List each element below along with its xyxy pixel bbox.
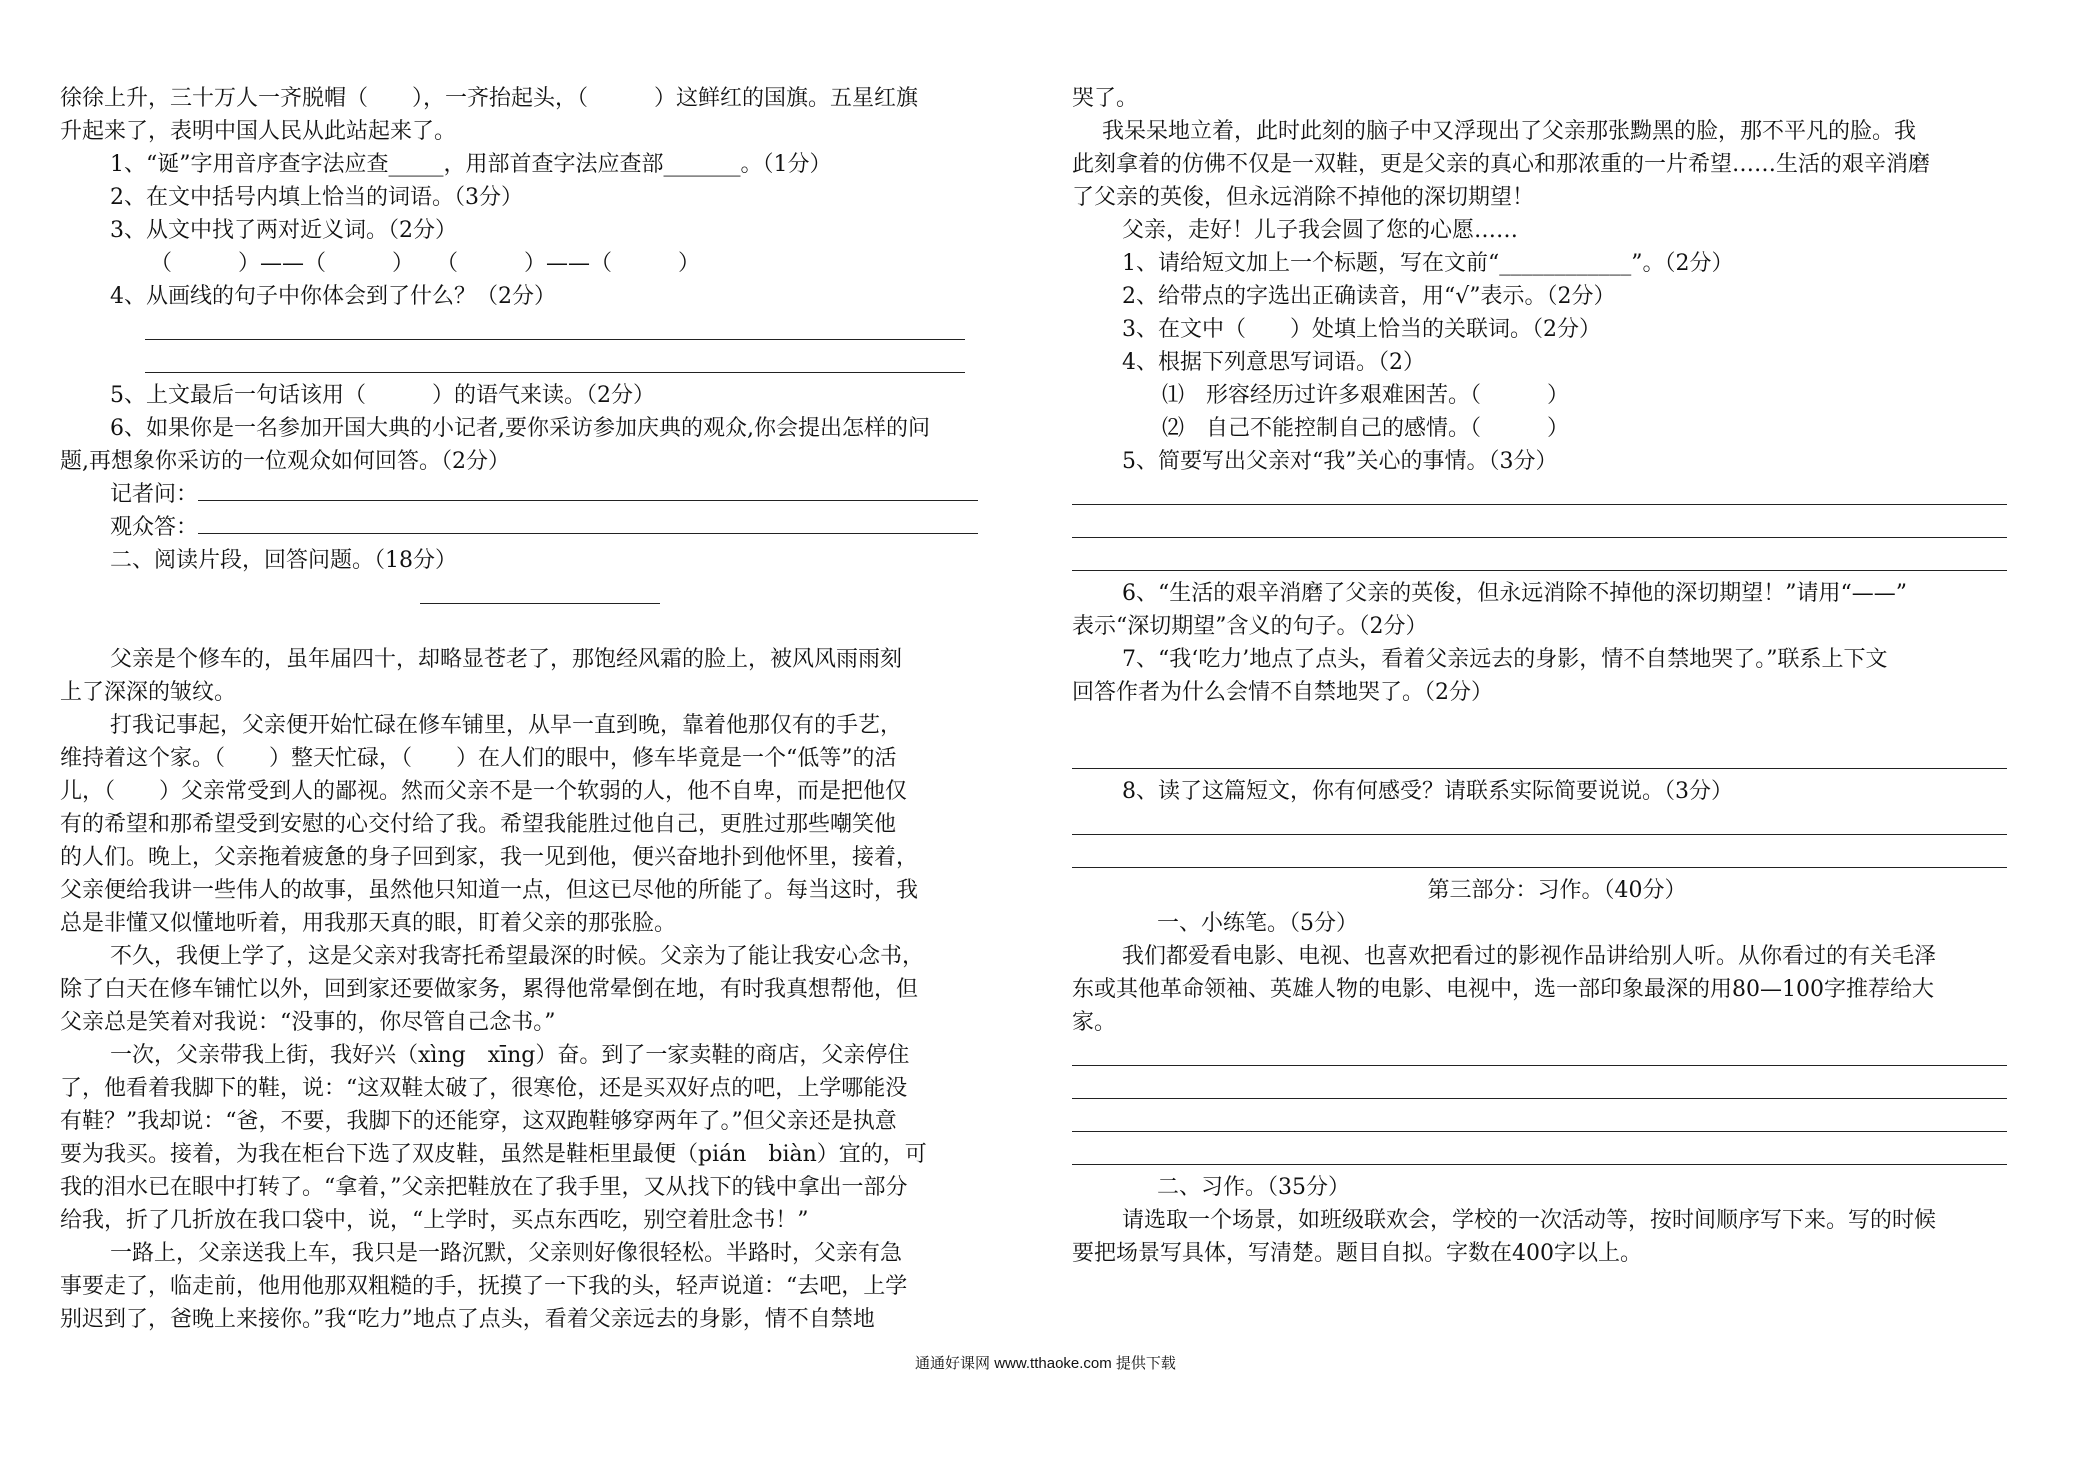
section-1-heading: 一、小练笔。（5分）	[1157, 911, 1358, 936]
passage-line: 了父亲的英俊，但永远消除不掉他的深切期望！	[1072, 185, 1535, 210]
answer-line[interactable]	[145, 346, 965, 379]
passage-line: 维持着这个家。（ ）整天忙碌，（ ）在人们的眼中，修车毕竟是一个“低等”的活	[60, 746, 897, 771]
passage-line: 儿，（ ）父亲常受到人的鄙视。然而父亲不是一个软弱的人，他不自卑，而是把他仅	[60, 779, 908, 804]
answer-line[interactable]	[1072, 544, 2007, 577]
answer-line[interactable]	[1072, 1105, 2007, 1138]
section-2-heading: 二、阅读片段，回答问题。（18分）	[110, 548, 457, 573]
prompt-line: 家。	[1072, 1010, 1117, 1035]
right-column	[1072, 82, 2042, 1270]
passage-line: 别迟到了，爸晚上来接你。”我“吃力”地点了点头，看着父亲远去的身影，情不自禁地	[60, 1307, 875, 1332]
question-5: 5、上文最后一句话该用（ ）的语气来读。（2分）	[110, 383, 655, 408]
passage-line: 此刻拿着的仿佛不仅是一双鞋，更是父亲的真心和那浓重的一片希望……生活的艰辛消磨	[1072, 152, 1931, 177]
left-column	[60, 82, 1020, 1336]
audience-label: 观众答：	[110, 515, 199, 540]
answer-line[interactable]	[1072, 1138, 2007, 1171]
question-6-line2: 题,再想象你采访的一位观众如何回答。（2分）	[60, 449, 510, 474]
reporter-answer-line[interactable]	[198, 499, 978, 501]
answer-line[interactable]	[1072, 742, 2007, 775]
footer-source: 通通好课网 www.tthaoke.com 提供下载	[915, 1355, 1176, 1372]
text-line: 徐徐上升，三十万人一齐脱帽（ ），一齐抬起头，（ ）这鲜红的国旗。五星红旗	[60, 86, 919, 111]
passage-line: 父亲，走好！儿子我会圆了您的心愿……	[1122, 218, 1519, 243]
question-3: 3、在文中（ ）处填上恰当的关联词。（2分）	[1122, 317, 1601, 342]
question-3: 3、从文中找了两对近义词。（2分）	[110, 218, 457, 243]
passage-line: 打我记事起，父亲便开始忙碌在修车铺里，从早一直到晚，靠着他那仅有的手艺，	[110, 713, 903, 738]
passage-line: 父亲便给我讲一些伟人的故事，虽然他只知道一点，但这已尽他的所能了。每当这时，我	[60, 878, 919, 903]
passage-line: 事要走了，临走前，他用他那双粗糙的手，抚摸了一下我的头，轻声说道：“去吧，上学	[60, 1274, 908, 1299]
passage-line: 我呆呆地立着，此时此刻的脑子中又浮现出了父亲那张黝黑的脸，那不平凡的脸。我	[1102, 119, 1917, 144]
passage-line: 了，他看着我脚下的鞋，说：“这双鞋太破了，很寒伧，还是买双好点的吧，上学哪能没	[60, 1076, 908, 1101]
section-2-heading: 二、习作。（35分）	[1157, 1175, 1350, 1200]
answer-line[interactable]	[1072, 841, 2007, 874]
answer-line[interactable]	[1072, 1039, 2007, 1072]
prompt-line: 东或其他革命领袖、英雄人物的电影、电视中，选一部印象最深的用80—100字推荐给大	[1072, 977, 1934, 1002]
question-4: 4、根据下列意思写词语。（2）	[1122, 350, 1425, 375]
answer-line[interactable]	[1072, 1072, 2007, 1105]
question-4-item-1: ⑴ 形容经历过许多艰难困苦。（ ）	[1162, 383, 1570, 408]
question-2: 2、在文中括号内填上恰当的词语。（3分）	[110, 185, 523, 210]
passage-line: 总是非懂又似懂地听着，用我那天真的眼，盯着父亲的那张脸。	[60, 911, 677, 936]
question-6-line2: 表示“深切期望”含义的句子。（2分）	[1072, 614, 1428, 639]
passage-line: 给我，折了几折放在我口袋中，说，“上学时，买点东西吃，别空着肚念书！”	[60, 1208, 809, 1233]
passage-line: 一路上，父亲送我上车，我只是一路沉默，父亲则好像很轻松。半路时，父亲有急	[110, 1241, 903, 1266]
question-3-blanks: （ ）——（ ） （ ）——（ ）	[150, 251, 701, 276]
prompt-line: 要把场景写具体，写清楚。题目自拟。字数在400字以上。	[1072, 1241, 1642, 1266]
passage-line: 一次，父亲带我上街，我好兴（xìng xīng）奋。到了一家卖鞋的商店，父亲停住	[110, 1043, 910, 1068]
question-5: 5、简要写出父亲对“我”关心的事情。（3分）	[1122, 449, 1558, 474]
question-6-line1: 6、“生活的艰辛消磨了父亲的英俊，但永远消除不掉他的深切期望！”请用“——”	[1122, 581, 1907, 606]
question-6-line1: 6、如果你是一名参加开国大典的小记者,要你采访参加庆典的观众,你会提出怎样的问	[110, 416, 930, 441]
question-4: 4、从画线的句子中你体会到了什么？（2分）	[110, 284, 556, 309]
passage-line: 我的泪水已在眼中打转了。“拿着，”父亲把鞋放在了我手里，又从找下的钱中拿出一部分	[60, 1175, 908, 1200]
passage-line: 有的希望和那希望受到安慰的心交付给了我。希望我能胜过他自己，更胜过那些嘲笑他	[60, 812, 897, 837]
audience-answer-row	[60, 511, 1020, 544]
text-line: 升起来了，表明中国人民从此站起来了。	[60, 119, 457, 144]
passage-line: 要为我买。接着，为我在柜台下选了双皮鞋，虽然是鞋柜里最便（pián biàn）宜的，可	[60, 1142, 927, 1167]
passage-line: 父亲是个修车的，虽年届四十，却略显苍老了，那饱经风霜的脸上，被风风雨雨刻	[110, 647, 903, 672]
passage-line: 不久，我便上学了，这是父亲对我寄托希望最深的时候。父亲为了能让我安心念书，	[110, 944, 925, 969]
answer-line[interactable]	[1072, 511, 2007, 544]
question-1: 1、请给短文加上一个标题，写在文前“____________”。（2分）	[1122, 251, 1734, 276]
passage-line: 的人们。晚上，父亲拖着疲惫的身子回到家，我一见到他，便兴奋地扑到他怀里，接着，	[60, 845, 919, 870]
question-1: 1、“诞”字用音序查字法应查_____，用部首查字法应查部_______。（1分）	[110, 152, 832, 177]
passage-line: 父亲总是笑着对我说：“没事的，你尽管自己念书。”	[60, 1010, 556, 1035]
question-8: 8、读了这篇短文，你有何感受？请联系实际简要说说。（3分）	[1122, 779, 1733, 804]
passage-line: 除了白天在修车铺忙以外，回到家还要做家务，累得他常晕倒在地，有时我真想帮他，但	[60, 977, 919, 1002]
question-7-line1: 7、“我‘吃力’地点了点头，看着父亲远去的身影，情不自禁地哭了。”联系上下文	[1122, 647, 1888, 672]
passage-line: 哭了。	[1072, 86, 1139, 111]
question-2: 2、给带点的字选出正确读音，用“√”表示。（2分）	[1122, 284, 1616, 309]
prompt-line: 请选取一个场景，如班级联欢会，学校的一次活动等，按时间顺序写下来。写的时候	[1122, 1208, 1937, 1233]
prompt-line: 我们都爱看电影、电视、也喜欢把看过的影视作品讲给别人听。从你看过的有关毛泽	[1122, 944, 1937, 969]
reporter-label: 记者问：	[110, 482, 199, 507]
answer-line[interactable]	[1072, 478, 2007, 511]
part-3-heading: 第三部分：习作。（40分）	[1427, 878, 1687, 903]
spacer	[1072, 709, 2042, 742]
passage-line: 上了深深的皱纹。	[60, 680, 237, 705]
reporter-answer-row	[60, 478, 1020, 511]
spacer	[60, 610, 1020, 643]
answer-line[interactable]	[145, 313, 965, 346]
question-7-line2: 回答作者为什么会情不自禁地哭了。（2分）	[1072, 680, 1493, 705]
audience-answer-line[interactable]	[198, 532, 978, 534]
question-4-item-2: ⑵ 自己不能控制自己的感情。（ ）	[1162, 416, 1570, 441]
title-blank-line[interactable]	[60, 577, 1020, 610]
answer-line[interactable]	[1072, 808, 2007, 841]
passage-line: 有鞋？”我却说：“爸，不要，我脚下的还能穿，这双跑鞋够穿两年了。”但父亲还是执意	[60, 1109, 897, 1134]
